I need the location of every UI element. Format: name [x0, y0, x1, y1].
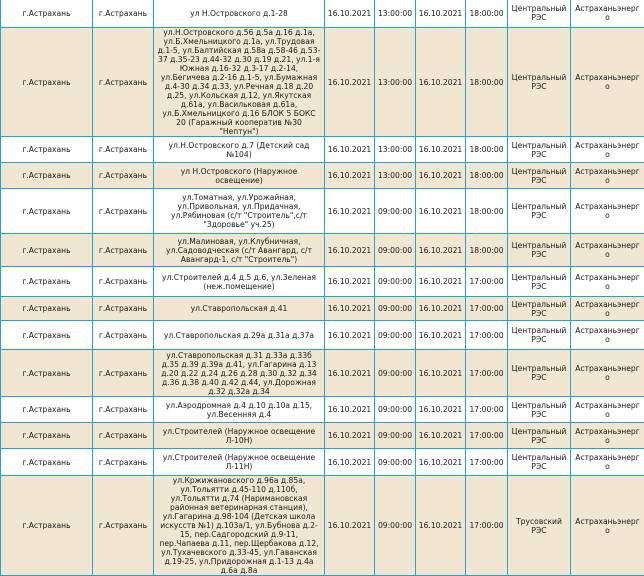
start-time-cell: 13:00:00 [375, 28, 416, 137]
end-time-cell: 17:00:00 [466, 297, 508, 321]
start-date-cell: 16.10.2021 [325, 0, 375, 28]
start-time-cell: 09:00:00 [375, 449, 416, 476]
table-row [1, 267, 644, 297]
res-cell: Центральный РЭС [508, 267, 571, 297]
start-date-cell: 16.10.2021 [325, 321, 375, 350]
end-time-cell: 17:00:00 [466, 350, 508, 397]
city-cell: г.Астрахань [93, 234, 154, 267]
table-row [1, 321, 644, 350]
org-cell: Астраханьэнерго [571, 449, 644, 476]
end-date-cell: 16.10.2021 [416, 449, 466, 476]
city-cell: г.Астрахань [93, 476, 154, 576]
address-cell: ул.Строителей д.4 д.5 д.6, ул.Зеленая (неж.помещение) [154, 267, 325, 297]
start-date-cell: 16.10.2021 [325, 137, 375, 163]
end-date-cell: 16.10.2021 [416, 189, 466, 234]
table-row [1, 397, 644, 423]
org-cell: Астраханьэнерго [571, 397, 644, 423]
res-cell: Трусовский РЭС [508, 476, 571, 576]
start-date-cell: 16.10.2021 [325, 267, 375, 297]
res-cell: Центральный РЭС [508, 321, 571, 350]
table-row [1, 234, 644, 267]
end-date-cell: 16.10.2021 [416, 234, 466, 267]
region-cell: г.Астрахань [1, 297, 93, 321]
start-time-cell: 09:00:00 [375, 350, 416, 397]
end-date-cell: 16.10.2021 [416, 350, 466, 397]
res-cell: Центральный РЭС [508, 449, 571, 476]
res-cell: Центральный РЭС [508, 28, 571, 137]
city-cell: г.Астрахань [93, 28, 154, 137]
city-cell: г.Астрахань [93, 0, 154, 28]
end-time-cell: 18:00:00 [466, 234, 508, 267]
start-date-cell: 16.10.2021 [325, 234, 375, 267]
org-cell: Астраханьэнерго [571, 476, 644, 576]
address-cell: ул.Малиновая, ул.Клубничная, ул.Садоводческая (с/т Авангард, с/т Авангард-1, с/т "Строитель") [154, 234, 325, 267]
start-time-cell: 09:00:00 [375, 267, 416, 297]
res-cell: Центральный РЭС [508, 297, 571, 321]
org-cell: Астраханьэнерго [571, 267, 644, 297]
table-row [1, 0, 644, 28]
res-cell: Центральный РЭС [508, 189, 571, 234]
end-date-cell: 16.10.2021 [416, 267, 466, 297]
start-time-cell: 09:00:00 [375, 321, 416, 350]
res-cell: Центральный РЭС [508, 234, 571, 267]
table-row [1, 189, 644, 234]
region-cell: г.Астрахань [1, 28, 93, 137]
address-cell: ул.Ставропольская д.31 д.33а д.33б д.35 д.39 д.39а д.41, ул.Гагарина д.13 д.20 д.22 д.24 д.26 д.28 д.30 д.32 д.34 д.36 д.38 д.40 д.42 д.44, ул.Дорожная д.32 д.32а д.34 [154, 350, 325, 397]
start-time-cell: 09:00:00 [375, 189, 416, 234]
res-cell: Центральный РЭС [508, 397, 571, 423]
start-time-cell: 09:00:00 [375, 423, 416, 449]
end-time-cell: 17:00:00 [466, 267, 508, 297]
region-cell: г.Астрахань [1, 321, 93, 350]
city-cell: г.Астрахань [93, 423, 154, 449]
org-cell: Астраханьэнерго [571, 234, 644, 267]
end-time-cell: 18:00:00 [466, 163, 508, 189]
end-date-cell: 16.10.2021 [416, 423, 466, 449]
region-cell: г.Астрахань [1, 234, 93, 267]
address-cell: ул.Н.Островского д.7 (Детский сад №104) [154, 137, 325, 163]
region-cell: г.Астрахань [1, 189, 93, 234]
org-cell: Астраханьэнерго [571, 321, 644, 350]
city-cell: г.Астрахань [93, 297, 154, 321]
table-row [1, 423, 644, 449]
city-cell: г.Астрахань [93, 137, 154, 163]
region-cell: г.Астрахань [1, 0, 93, 28]
end-time-cell: 18:00:00 [466, 28, 508, 137]
start-time-cell: 09:00:00 [375, 234, 416, 267]
org-cell: Астраханьэнерго [571, 163, 644, 189]
start-date-cell: 16.10.2021 [325, 189, 375, 234]
org-cell: Астраханьэнерго [571, 423, 644, 449]
org-cell: Астраханьэнерго [571, 0, 644, 28]
res-cell: Центральный РЭС [508, 163, 571, 189]
region-cell: г.Астрахань [1, 423, 93, 449]
start-date-cell: 16.10.2021 [325, 423, 375, 449]
end-date-cell: 16.10.2021 [416, 321, 466, 350]
region-cell: г.Астрахань [1, 449, 93, 476]
region-cell: г.Астрахань [1, 476, 93, 576]
address-cell: ул.Томатная, ул.Урожайная, ул.Привольная, ул.Придачная, ул.Рябиновая (с/т "Строитель",с/т "Здоровье" уч.25) [154, 189, 325, 234]
table-row [1, 28, 644, 137]
end-time-cell: 17:00:00 [466, 449, 508, 476]
end-date-cell: 16.10.2021 [416, 397, 466, 423]
end-time-cell: 17:00:00 [466, 423, 508, 449]
end-time-cell: 17:00:00 [466, 397, 508, 423]
table-row [1, 163, 644, 189]
address-cell: ул.Ставропольская д.41 [154, 297, 325, 321]
res-cell: Центральный РЭС [508, 350, 571, 397]
start-time-cell: 09:00:00 [375, 476, 416, 576]
address-cell: ул.Аэродромная д.4 д.10 д.10а д.15, ул.Весенняя д.4 [154, 397, 325, 423]
table-row [1, 297, 644, 321]
org-cell: Астраханьэнерго [571, 297, 644, 321]
region-cell: г.Астрахань [1, 163, 93, 189]
table-row [1, 350, 644, 397]
address-cell: ул Н.Островского д.1-28 [154, 0, 325, 28]
city-cell: г.Астрахань [93, 449, 154, 476]
start-time-cell: 13:00:00 [375, 0, 416, 28]
start-time-cell: 09:00:00 [375, 297, 416, 321]
res-cell: Центральный РЭС [508, 0, 571, 28]
start-time-cell: 13:00:00 [375, 163, 416, 189]
address-cell: ул.Ставропольская д.29а д.31а д.37а [154, 321, 325, 350]
table-row [1, 137, 644, 163]
end-date-cell: 16.10.2021 [416, 137, 466, 163]
region-cell: г.Астрахань [1, 137, 93, 163]
res-cell: Центральный РЭС [508, 137, 571, 163]
org-cell: Астраханьэнерго [571, 28, 644, 137]
start-date-cell: 16.10.2021 [325, 297, 375, 321]
start-date-cell: 16.10.2021 [325, 163, 375, 189]
city-cell: г.Астрахань [93, 163, 154, 189]
org-cell: Астраханьэнерго [571, 137, 644, 163]
res-cell: Центральный РЭС [508, 423, 571, 449]
start-date-cell: 16.10.2021 [325, 449, 375, 476]
end-time-cell: 17:00:00 [466, 476, 508, 576]
start-date-cell: 16.10.2021 [325, 350, 375, 397]
city-cell: г.Астрахань [93, 397, 154, 423]
address-cell: ул.Строителей (Наружное освещение Л-10Н) [154, 423, 325, 449]
city-cell: г.Астрахань [93, 350, 154, 397]
city-cell: г.Астрахань [93, 321, 154, 350]
end-time-cell: 18:00:00 [466, 189, 508, 234]
end-time-cell: 18:00:00 [466, 0, 508, 28]
address-cell: ул.Кржижановского д.96а д.85а, ул.Тольятти д.45-110 д.110б, ул.Тольятти д.74 (Наримановская районная ветеринарная станция), ул.Гагарина д.98-104 (Детская школа искусств №1) д.103а/1, ул.Бубнова д.2-15, пер.Садгородский д.9-11, пер.Чапаева д.11, пер.Щербакова д.12, ул.Тухачевского д.33-45, ул.Гаванская д.19-25, ул.Придорожная д.1-13 д.4а д.6а д.8а [154, 476, 325, 576]
end-date-cell: 16.10.2021 [416, 163, 466, 189]
address-cell: ул.Строителей (Наружное освещение Л-11Н) [154, 449, 325, 476]
address-cell: ул Н.Островского (Наружное освещение) [154, 163, 325, 189]
end-date-cell: 16.10.2021 [416, 0, 466, 28]
address-cell: ул.Н.Островского д.56 д.5а д.16 д.1а, ул.Б.Хмельницкого д.1а, ул.Трудовая д.1-5, ул.Балтийская д.58а д.58-46 д.53-37 д.35-23 д.44-32 д.30 д.19 д.21, ул.1-я Южная д.16-32 д.3-17 д.2-14, ул.Бегичева д.2-16 д.1-5, ул.Бумажная д.4-30 д.34 д.33, ул.Речная д.18 д.20 д.25, ул.Кольская д.12, ул.Якутская д.61а, ул.Васильковая д.61а, ул.Б.Хмельницкого д.16 БЛОК 5 БОКС 20 (Гаражный кооператив №30 "Нептун") [154, 28, 325, 137]
start-time-cell: 13:00:00 [375, 137, 416, 163]
start-date-cell: 16.10.2021 [325, 28, 375, 137]
city-cell: г.Астрахань [93, 189, 154, 234]
city-cell: г.Астрахань [93, 267, 154, 297]
end-date-cell: 16.10.2021 [416, 476, 466, 576]
start-date-cell: 16.10.2021 [325, 397, 375, 423]
start-time-cell: 09:00:00 [375, 397, 416, 423]
region-cell: г.Астрахань [1, 350, 93, 397]
start-date-cell: 16.10.2021 [325, 476, 375, 576]
region-cell: г.Астрахань [1, 267, 93, 297]
end-date-cell: 16.10.2021 [416, 28, 466, 137]
end-time-cell: 18:00:00 [466, 137, 508, 163]
org-cell: Астраханьэнерго [571, 189, 644, 234]
org-cell: Астраханьэнерго [571, 350, 644, 397]
table-row [1, 449, 644, 476]
region-cell: г.Астрахань [1, 397, 93, 423]
end-time-cell: 17:00:00 [466, 321, 508, 350]
end-date-cell: 16.10.2021 [416, 297, 466, 321]
